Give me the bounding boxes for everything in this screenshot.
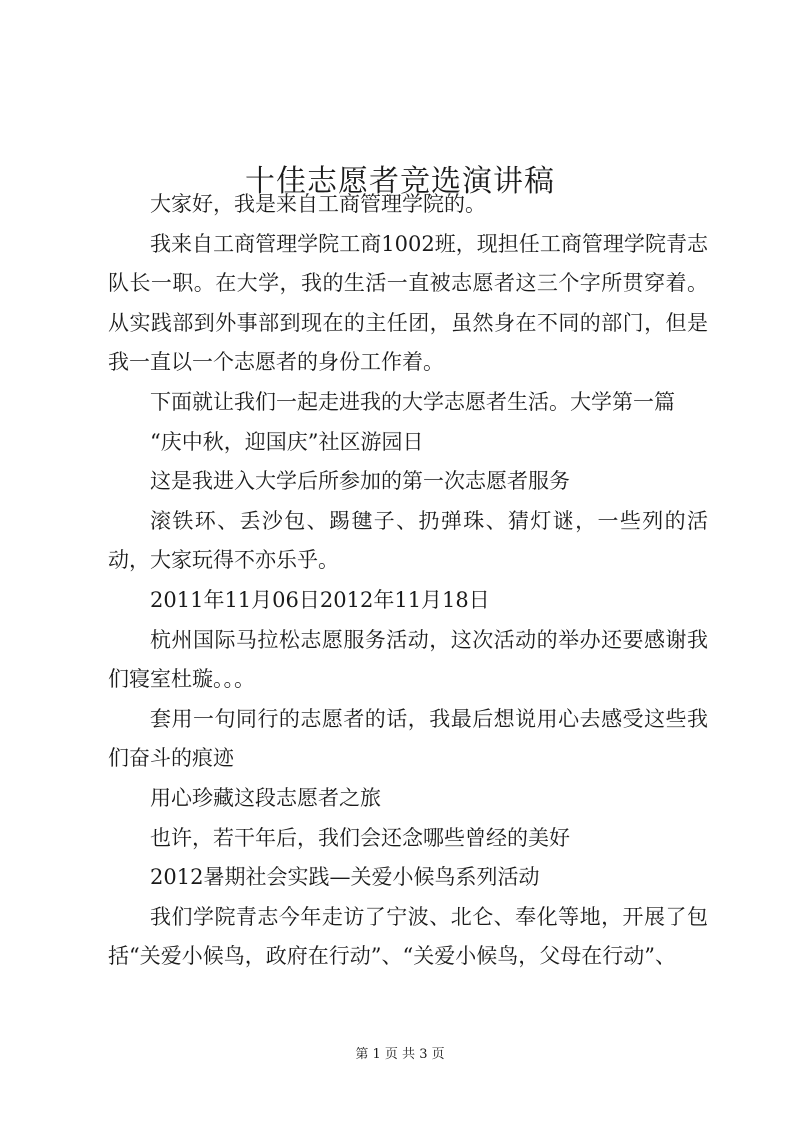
paragraph: “庆中秋，迎国庆”社区游园日 — [150, 429, 424, 454]
paragraph: 我来自工商管理学院工商1002班，现担任工商管理学院青志队长一职。在大学，我的生活一直被志愿者这三个字所贯穿着。从实践部到外事部到现在的主任团，虽然身在不同的部门，但是我一直以一个志愿者的身份工作着。 — [108, 231, 708, 375]
paragraph: 滚铁环、丢沙包、踢毽子、扔弹珠、猜灯谜，一些列的活动，大家玩得不亦乐乎。 — [108, 508, 708, 573]
paragraph: 套用一句同行的志愿者的话，我最后想说用心去感受这些我们奋斗的痕迹 — [108, 706, 708, 771]
paragraph: 杭州国际马拉松志愿服务活动，这次活动的举办还要感谢我们寝室杜璇。。。 — [108, 627, 708, 692]
paragraph: 2011年11月06日2012年11月18日 — [150, 587, 490, 612]
document-title: 十佳志愿者竞选演讲稿 — [245, 164, 555, 200]
paragraph: 用心珍藏这段志愿者之旅 — [150, 785, 381, 810]
paragraph: 我们学院青志今年走访了宁波、北仑、奉化等地，开展了包括“关爱小候鸟，政府在行动”、“关爱小候鸟，父母在行动”、 — [108, 904, 708, 969]
paragraph: 也许，若干年后，我们会还念哪些曾经的美好 — [150, 825, 570, 850]
paragraph: 大家好，我是来自工商管理学院的。 — [150, 192, 486, 216]
paragraph: 2012暑期社会实践—关爱小候鸟系列活动 — [150, 865, 540, 890]
paragraph: 这是我进入大学后所参加的第一次志愿者服务 — [150, 469, 570, 494]
paragraph: 下面就让我们一起走进我的大学志愿者生活。大学第一篇 — [150, 389, 675, 414]
document-body — [108, 185, 708, 977]
page-number-footer: 第 1 页 共 3 页 — [355, 1047, 445, 1062]
